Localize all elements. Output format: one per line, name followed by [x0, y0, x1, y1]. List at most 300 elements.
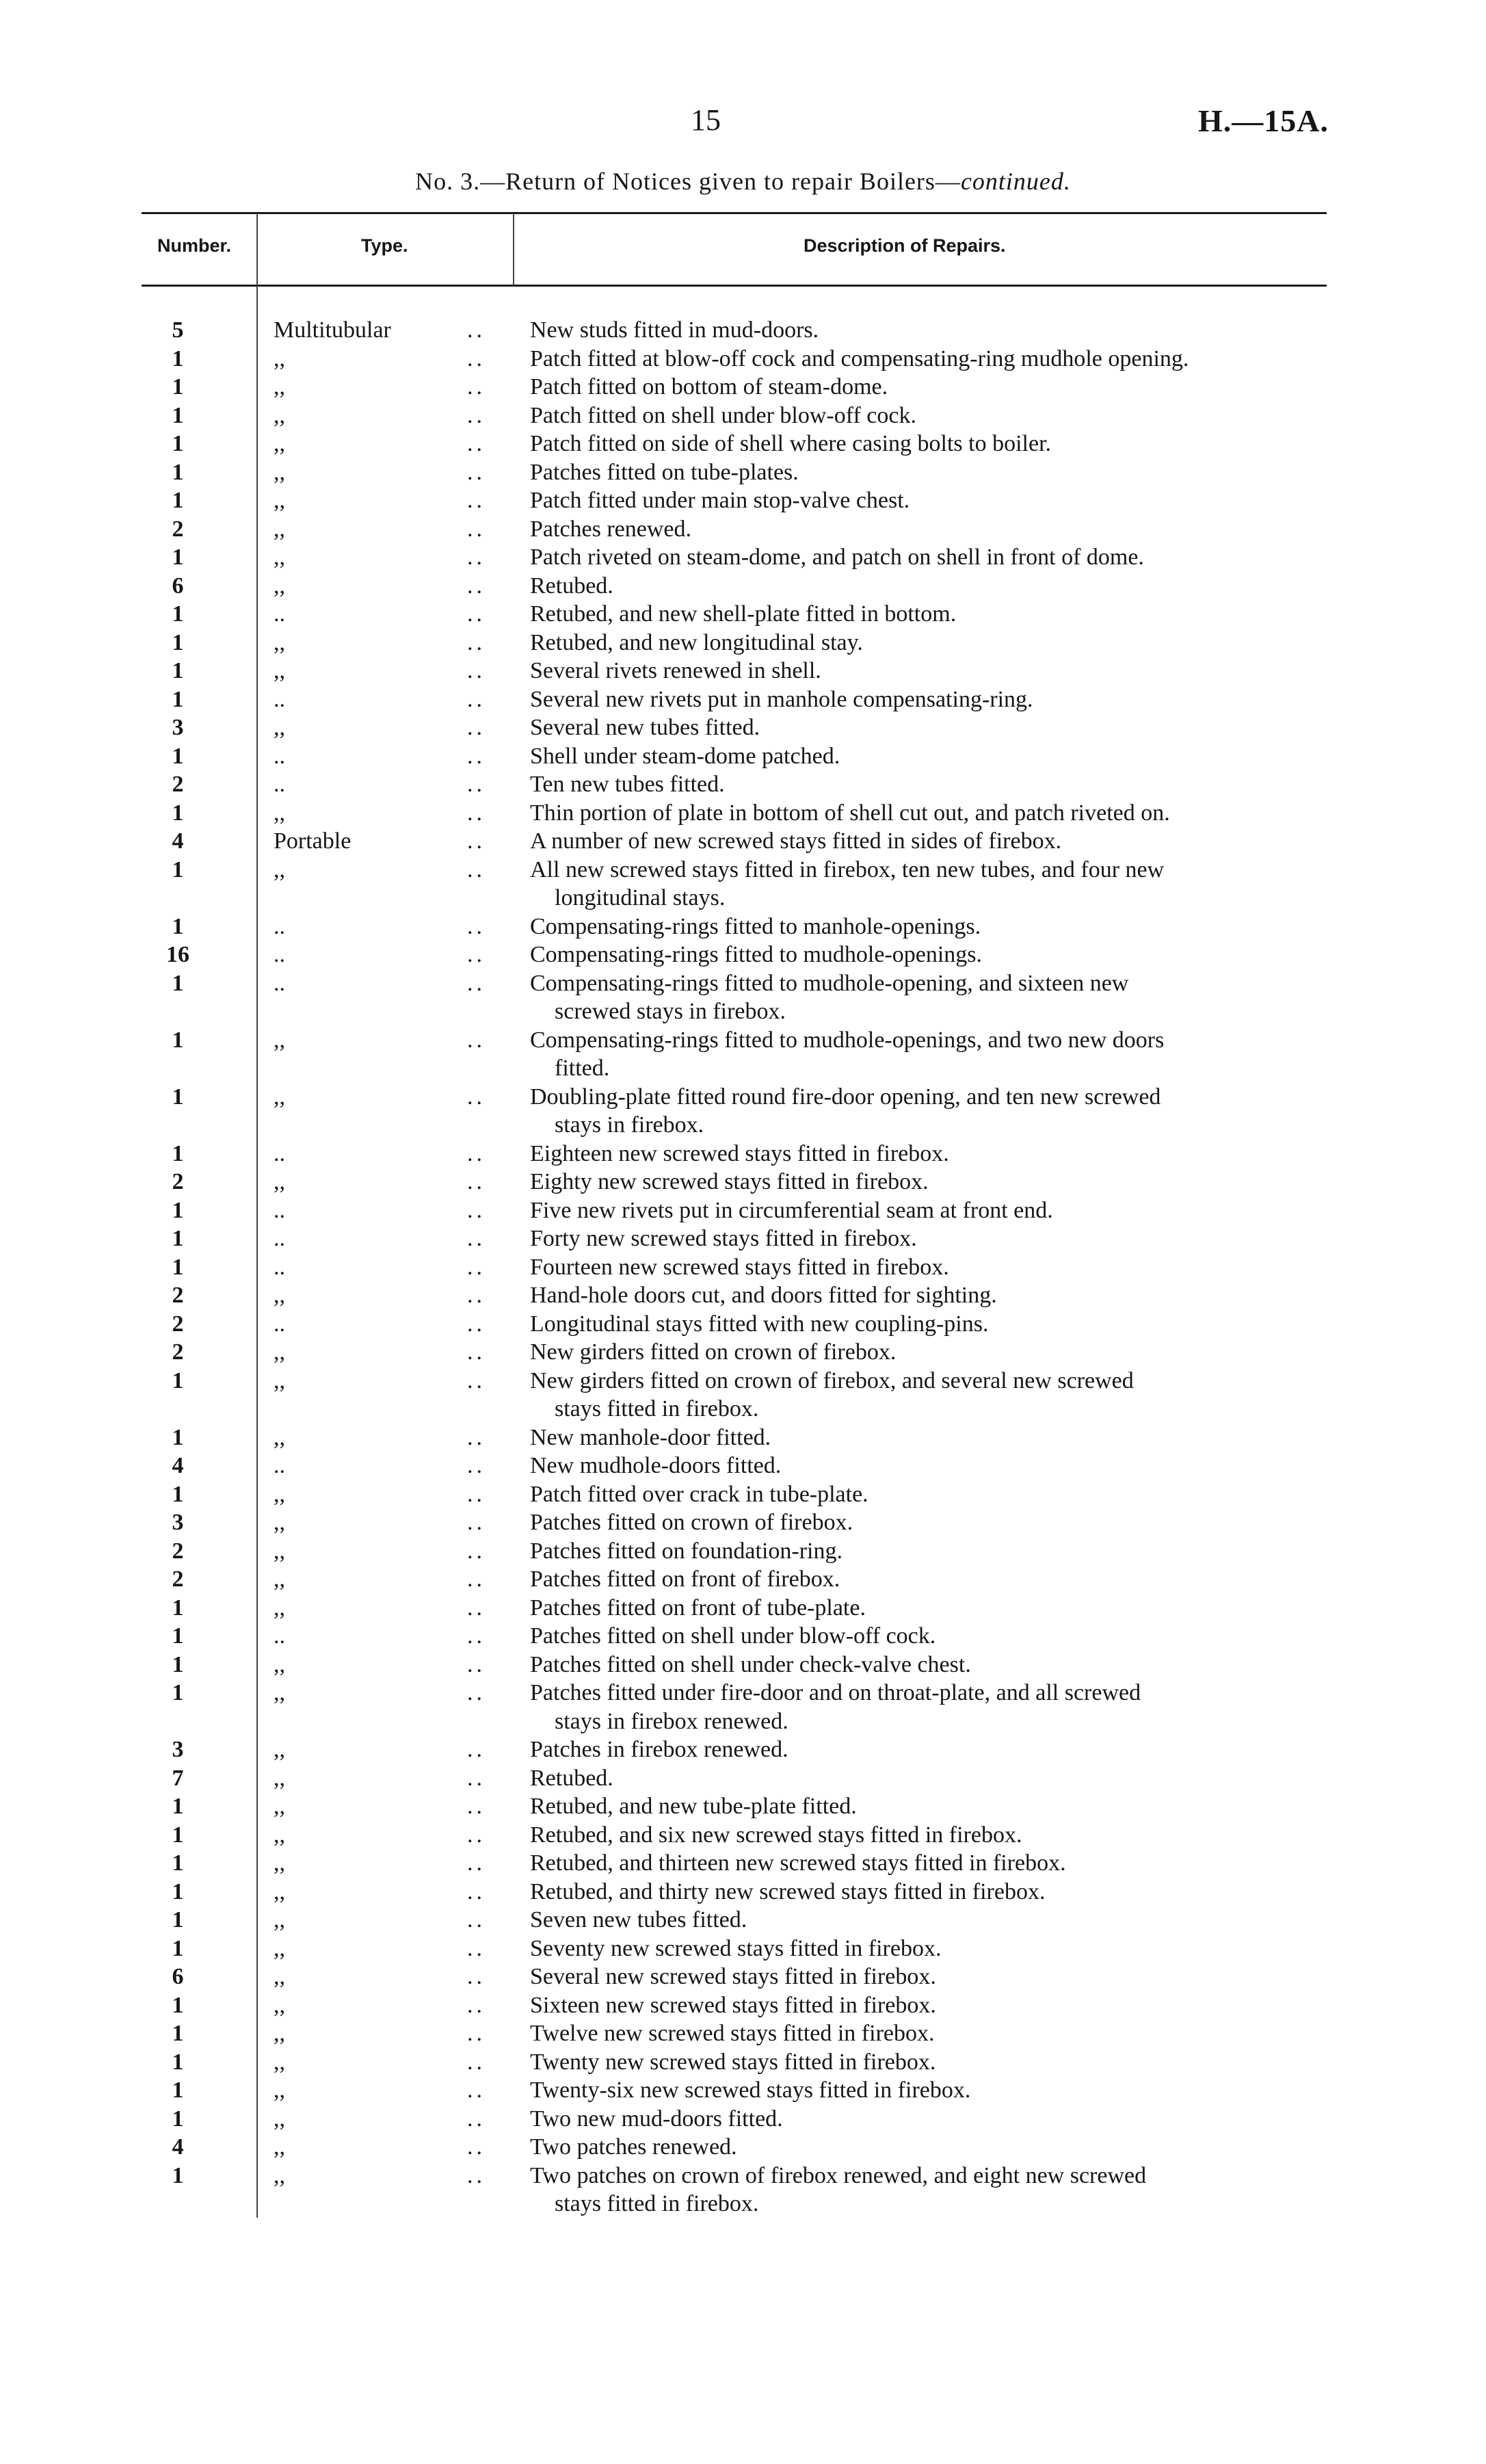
row-leader-dots: .. — [467, 1453, 486, 1478]
row-leader-dots: .. — [467, 1878, 486, 1904]
row-description — [530, 941, 1330, 969]
row-number: 1 — [172, 970, 184, 996]
table-row — [0, 2105, 1486, 2134]
row-description — [530, 345, 1330, 373]
description-line: Ten new tubes fitted. — [530, 772, 725, 797]
page-number: 15 — [691, 103, 721, 137]
row-description — [530, 1935, 1330, 1963]
row-number: 1 — [172, 459, 184, 485]
row-description — [530, 1452, 1330, 1480]
description-line: Patches fitted on front of tube-plate. — [530, 1595, 866, 1621]
table-row — [0, 572, 1486, 601]
description-line: Twenty-six new screwed stays fitted in firebox. — [530, 2078, 971, 2103]
table-row — [0, 2076, 1486, 2105]
row-type: .. — [274, 1623, 285, 1649]
row-description — [530, 430, 1330, 458]
row-leader-dots: .. — [467, 1367, 486, 1393]
row-description — [530, 2162, 1330, 2218]
row-type: ,, — [274, 374, 285, 399]
row-number: 4 — [172, 1453, 184, 1478]
row-leader-dots: .. — [467, 431, 486, 456]
description-line: Patches fitted on front of firebox. — [530, 1567, 840, 1592]
table-row — [0, 430, 1486, 458]
row-number: 6 — [172, 1964, 184, 1989]
row-leader-dots: .. — [467, 1197, 486, 1223]
row-type: ,, — [274, 1794, 285, 1819]
row-type: ,, — [274, 1424, 285, 1450]
table-row — [0, 1849, 1486, 1878]
row-description — [530, 1508, 1330, 1537]
table-row — [0, 1168, 1486, 1196]
row-number: 1 — [172, 488, 184, 513]
description-line: All new screwed stays fitted in firebox, ten new tubes, and four new — [530, 856, 1165, 882]
description-line: Patch fitted on bottom of steam-dome. — [530, 374, 888, 399]
row-description — [530, 1764, 1330, 1793]
row-type: .. — [274, 1254, 285, 1280]
row-number: 1 — [172, 1850, 184, 1876]
table-row — [0, 1140, 1486, 1168]
row-number: 1 — [172, 545, 184, 570]
description-line: Twelve new screwed stays fitted in firebox. — [530, 2021, 935, 2046]
row-description — [530, 1906, 1330, 1935]
row-description — [530, 799, 1330, 828]
row-type: ,, — [274, 1765, 285, 1791]
row-description — [530, 827, 1330, 856]
row-description — [530, 1963, 1330, 1991]
row-number: 1 — [172, 658, 184, 683]
row-number: 2 — [172, 1567, 184, 1592]
description-line: Retubed, and thirteen new screwed stays fitted in firebox. — [530, 1850, 1066, 1876]
row-description — [530, 629, 1330, 657]
description-line: Compensating-rings fitted to mudhole-openings, and two new doors — [530, 1027, 1165, 1053]
description-line: Compensating-rings fitted to mudhole-openings. — [530, 942, 983, 967]
description-line: Sixteen new screwed stays fitted in firebox. — [530, 1992, 936, 2018]
row-type: ,, — [274, 1283, 285, 1308]
row-type: ,, — [274, 2162, 285, 2188]
description-line: Thin portion of plate in bottom of shell cut out, and patch riveted on. — [530, 800, 1170, 826]
row-leader-dots: .. — [467, 658, 486, 683]
table-row — [0, 1253, 1486, 1282]
table-row — [0, 1906, 1486, 1935]
description-line: New girders fitted on crown of firebox, and several new screwed — [530, 1367, 1134, 1393]
row-description — [530, 1424, 1330, 1452]
row-type: .. — [274, 601, 285, 627]
row-number: 1 — [172, 1680, 184, 1705]
row-description — [530, 316, 1330, 345]
row-description — [530, 1622, 1330, 1651]
row-number: 2 — [172, 1538, 184, 1564]
row-type: ,, — [274, 1084, 285, 1110]
table-row — [0, 1424, 1486, 1452]
row-type: ,, — [274, 800, 285, 826]
row-number: 3 — [172, 1737, 184, 1762]
row-type: ,, — [274, 488, 285, 513]
description-line: New mudhole-doors fitted. — [530, 1453, 782, 1478]
row-description — [530, 1140, 1330, 1168]
row-type: ,, — [274, 658, 285, 683]
table-row — [0, 458, 1486, 487]
row-description — [530, 1281, 1330, 1310]
row-leader-dots: .. — [467, 1567, 486, 1592]
row-leader-dots: .. — [467, 970, 486, 996]
row-leader-dots: .. — [467, 2106, 486, 2132]
row-description — [530, 969, 1330, 1026]
row-leader-dots: .. — [467, 1283, 486, 1308]
row-type: ,, — [274, 1907, 285, 1932]
description-continuation: stays in firebox renewed. — [555, 1708, 788, 1734]
row-number: 2 — [172, 1169, 184, 1194]
table-row — [0, 1764, 1486, 1793]
table-row — [0, 657, 1486, 685]
table-row — [0, 1508, 1486, 1537]
table-row — [0, 1651, 1486, 1679]
table-row — [0, 2048, 1486, 2077]
column-header-number: Number. — [157, 235, 232, 256]
row-number: 1 — [172, 913, 184, 939]
row-leader-dots: .. — [467, 1850, 486, 1876]
row-number: 1 — [172, 686, 184, 712]
table-row — [0, 1367, 1486, 1424]
row-number: 1 — [172, 402, 184, 428]
row-leader-dots: .. — [467, 1992, 486, 2018]
description-line: Longitudinal stays fitted with new coupling-pins. — [530, 1311, 989, 1337]
row-type: ,, — [274, 1027, 285, 1053]
row-leader-dots: .. — [467, 488, 486, 513]
description-line: Seven new tubes fitted. — [530, 1907, 747, 1932]
description-line: Several new tubes fitted. — [530, 715, 760, 740]
row-number: 1 — [172, 1651, 184, 1677]
row-number: 1 — [172, 1254, 184, 1280]
row-leader-dots: .. — [467, 1311, 486, 1337]
row-number: 1 — [172, 1226, 184, 1251]
row-type: ,, — [274, 1567, 285, 1592]
row-type: ,, — [274, 1850, 285, 1876]
description-line: Patch fitted under main stop-valve chest. — [530, 488, 910, 513]
description-line: Patch fitted at blow-off cock and compensating-ring mudhole opening. — [530, 345, 1189, 371]
row-type: ,, — [274, 1935, 285, 1961]
row-leader-dots: .. — [467, 1424, 486, 1450]
table-row — [0, 969, 1486, 1026]
row-type: .. — [274, 772, 285, 797]
row-type: ,, — [274, 1169, 285, 1194]
description-line: Patches fitted on tube-plates. — [530, 459, 799, 485]
table-row — [0, 1594, 1486, 1623]
row-number: 7 — [172, 1765, 184, 1791]
description-line: Forty new screwed stays fitted in firebox. — [530, 1226, 917, 1251]
row-type: ,, — [274, 1964, 285, 1989]
description-line: Patches fitted on shell under blow-off cock. — [530, 1623, 936, 1649]
row-number: 2 — [172, 772, 184, 797]
description-line: Retubed, and six new screwed stays fitted in firebox. — [530, 1822, 1022, 1848]
row-type: .. — [274, 1453, 285, 1478]
row-description — [530, 713, 1330, 742]
row-type: ,, — [274, 1651, 285, 1677]
row-description — [530, 1679, 1330, 1735]
row-description — [530, 1083, 1330, 1140]
row-description — [530, 1196, 1330, 1225]
row-number: 1 — [172, 601, 184, 627]
description-continuation: stays in firebox. — [555, 1112, 704, 1138]
description-line: Fourteen new screwed stays fitted in firebox. — [530, 1254, 949, 1280]
table-row — [0, 1622, 1486, 1651]
table-row — [0, 316, 1486, 345]
row-leader-dots: .. — [467, 1651, 486, 1677]
row-type: ,, — [274, 459, 285, 485]
row-description — [530, 1792, 1330, 1821]
row-type: .. — [274, 970, 285, 996]
row-type: ,, — [274, 629, 285, 655]
row-leader-dots: .. — [467, 459, 486, 485]
row-description — [530, 685, 1330, 714]
table-row — [0, 2019, 1486, 2048]
row-number: 4 — [172, 828, 184, 854]
row-leader-dots: .. — [467, 1935, 486, 1961]
table-row — [0, 1338, 1486, 1367]
row-leader-dots: .. — [467, 2049, 486, 2075]
description-line: Two new mud-doors fitted. — [530, 2106, 783, 2132]
row-description — [530, 1821, 1330, 1850]
table-row — [0, 1310, 1486, 1339]
row-leader-dots: .. — [467, 1623, 486, 1649]
table-row — [0, 1565, 1486, 1594]
row-number: 1 — [172, 1084, 184, 1110]
top-rule — [142, 212, 1327, 214]
header-rule — [142, 285, 1327, 287]
row-description — [530, 572, 1330, 601]
row-leader-dots: .. — [467, 1595, 486, 1621]
description-line: Seventy new screwed stays fitted in firebox. — [530, 1935, 942, 1961]
description-continuation: fitted. — [555, 1056, 610, 1081]
row-type: .. — [274, 913, 285, 939]
row-number: 4 — [172, 2134, 184, 2160]
row-description — [530, 1565, 1330, 1594]
row-description — [530, 402, 1330, 430]
table-row — [0, 685, 1486, 714]
table-row — [0, 1821, 1486, 1850]
row-description — [530, 1849, 1330, 1878]
table-row — [0, 770, 1486, 799]
row-description — [530, 1991, 1330, 2020]
row-number: 2 — [172, 1339, 184, 1365]
row-type: ,, — [274, 573, 285, 599]
row-leader-dots: .. — [467, 686, 486, 712]
description-line: New manhole-door fitted. — [530, 1424, 771, 1450]
row-number: 1 — [172, 1794, 184, 1819]
table-row — [0, 2162, 1486, 2218]
row-type: ,, — [274, 2049, 285, 2075]
table-row — [0, 345, 1486, 373]
description-line: Compensating-rings fitted to manhole-openings. — [530, 913, 981, 939]
row-type: ,, — [274, 715, 285, 740]
description-line: New studs fitted in mud-doors. — [530, 317, 819, 343]
description-line: Patches renewed. — [530, 516, 692, 542]
description-line: Patches in firebox renewed. — [530, 1737, 788, 1762]
table-row — [0, 1196, 1486, 1225]
row-leader-dots: .. — [467, 1964, 486, 1989]
row-number: 5 — [172, 317, 184, 343]
row-type: ,, — [274, 2078, 285, 2103]
row-leader-dots: .. — [467, 2134, 486, 2160]
row-type: ,, — [274, 2106, 285, 2132]
table-row — [0, 799, 1486, 828]
table-row — [0, 827, 1486, 856]
row-leader-dots: .. — [467, 1794, 486, 1819]
row-leader-dots: .. — [467, 1339, 486, 1365]
row-description — [530, 1168, 1330, 1196]
row-leader-dots: .. — [467, 1680, 486, 1705]
row-leader-dots: .. — [467, 1765, 486, 1791]
row-description — [530, 742, 1330, 771]
table-row — [0, 941, 1486, 969]
row-type: ,, — [274, 1737, 285, 1762]
description-line: Hand-hole doors cut, and doors fitted for sighting. — [530, 1283, 997, 1308]
row-type: .. — [274, 743, 285, 769]
description-line: Five new rivets put in circumferential seam at front end. — [530, 1197, 1053, 1223]
table-row — [0, 373, 1486, 402]
row-leader-dots: .. — [467, 629, 486, 655]
row-number: 1 — [172, 1992, 184, 2018]
row-type: ,, — [274, 1339, 285, 1365]
table-row — [0, 402, 1486, 430]
document-reference: H.—15A. — [1198, 103, 1329, 138]
row-type: ,, — [274, 431, 285, 456]
row-leader-dots: .. — [467, 856, 486, 882]
description-line: New girders fitted on crown of firebox. — [530, 1339, 897, 1365]
row-leader-dots: .. — [467, 828, 486, 854]
table-row — [0, 486, 1486, 515]
row-number: 2 — [172, 516, 184, 542]
row-leader-dots: .. — [467, 715, 486, 740]
row-leader-dots: .. — [467, 601, 486, 627]
row-description — [530, 1253, 1330, 1282]
description-line: Patches fitted on crown of firebox. — [530, 1510, 853, 1535]
row-leader-dots: .. — [467, 1737, 486, 1762]
row-description — [530, 600, 1330, 629]
description-line: Retubed, and thirty new screwed stays fitted in firebox. — [530, 1878, 1046, 1904]
row-type: ,, — [274, 1538, 285, 1564]
row-number: 1 — [172, 1027, 184, 1053]
row-description — [530, 1878, 1330, 1906]
row-type: ,, — [274, 345, 285, 371]
row-type: .. — [274, 1226, 285, 1251]
row-leader-dots: .. — [467, 743, 486, 769]
description-line: Several rivets renewed in shell. — [530, 658, 821, 683]
row-leader-dots: .. — [467, 942, 486, 967]
row-number: 1 — [172, 743, 184, 769]
row-description — [530, 657, 1330, 685]
description-line: Patches fitted on foundation-ring. — [530, 1538, 843, 1564]
description-line: Retubed, and new longitudinal stay. — [530, 629, 863, 655]
row-description — [530, 2048, 1330, 2077]
row-leader-dots: .. — [467, 516, 486, 542]
row-type: ,, — [274, 1367, 285, 1393]
row-type: .. — [274, 1197, 285, 1223]
row-description — [530, 1026, 1330, 1083]
row-description — [530, 2133, 1330, 2162]
table-row — [0, 1735, 1486, 1764]
row-type: ,, — [274, 545, 285, 570]
row-number: 2 — [172, 1311, 184, 1337]
row-type: ,, — [274, 1822, 285, 1848]
row-type: Portable — [274, 828, 351, 854]
description-line: Retubed, and new shell-plate fitted in bottom. — [530, 601, 957, 627]
row-number: 6 — [172, 573, 184, 599]
row-number: 1 — [172, 1907, 184, 1932]
row-leader-dots: .. — [467, 772, 486, 797]
row-description — [530, 1594, 1330, 1623]
row-description — [530, 515, 1330, 544]
table-row — [0, 713, 1486, 742]
row-number: 1 — [172, 431, 184, 456]
row-description — [530, 1735, 1330, 1764]
description-line: Patch fitted on side of shell where casing bolts to boiler. — [530, 431, 1052, 456]
row-description — [530, 543, 1330, 572]
table-row — [0, 1792, 1486, 1821]
row-number: 1 — [172, 1822, 184, 1848]
table-row — [0, 1452, 1486, 1480]
row-type: ,, — [274, 1510, 285, 1535]
description-line: Patch fitted over crack in tube-plate. — [530, 1481, 868, 1507]
table-row — [0, 629, 1486, 657]
description-line: Several new screwed stays fitted in firebox. — [530, 1964, 936, 1989]
table-title-main: No. 3.—Return of Notices given to repair Boilers— — [415, 168, 961, 195]
column-divider-2 — [513, 213, 514, 285]
description-continuation: stays fitted in firebox. — [555, 1396, 759, 1421]
row-leader-dots: .. — [467, 573, 486, 599]
row-number: 3 — [172, 715, 184, 740]
row-leader-dots: .. — [467, 1822, 486, 1848]
description-line: Twenty new screwed stays fitted in firebox. — [530, 2049, 936, 2075]
row-leader-dots: .. — [467, 2162, 486, 2188]
row-number: 1 — [172, 1878, 184, 1904]
row-type: .. — [274, 942, 285, 967]
description-line: Patch riveted on steam-dome, and patch on shell in front of dome. — [530, 545, 1144, 570]
row-number: 1 — [172, 629, 184, 655]
row-type: .. — [274, 1140, 285, 1166]
row-number: 1 — [172, 2106, 184, 2132]
table-row — [0, 1537, 1486, 1566]
row-number: 1 — [172, 1197, 184, 1223]
description-line: Compensating-rings fitted to mudhole-opening, and sixteen new — [530, 970, 1129, 996]
row-leader-dots: .. — [467, 2078, 486, 2103]
row-description — [530, 1310, 1330, 1339]
row-number: 16 — [166, 942, 189, 967]
row-number: 1 — [172, 1595, 184, 1621]
row-number: 1 — [172, 2021, 184, 2046]
table-title-continued: continued. — [960, 168, 1071, 195]
row-description — [530, 1480, 1330, 1509]
row-number: 1 — [172, 2049, 184, 2075]
description-line: Patches fitted under fire-door and on throat-plate, and all screwed — [530, 1680, 1141, 1705]
description-line: Doubling-plate fitted round fire-door opening, and ten new screwed — [530, 1084, 1161, 1110]
description-line: Eighteen new screwed stays fitted in firebox. — [530, 1140, 949, 1166]
description-line: Two patches on crown of firebox renewed, and eight new screwed — [530, 2162, 1147, 2188]
table-row — [0, 543, 1486, 572]
table-row — [0, 1083, 1486, 1140]
row-leader-dots: .. — [467, 1481, 486, 1507]
row-number: 1 — [172, 2162, 184, 2188]
row-leader-dots: .. — [467, 1169, 486, 1194]
row-description — [530, 1367, 1330, 1424]
row-type: ,, — [274, 516, 285, 542]
row-description — [530, 2105, 1330, 2134]
row-description — [530, 1338, 1330, 1367]
description-line: Retubed, and new tube-plate fitted. — [530, 1794, 857, 1819]
table-row — [0, 1224, 1486, 1253]
row-type: ,, — [274, 1992, 285, 2018]
description-line: Retubed. — [530, 1765, 613, 1791]
row-leader-dots: .. — [467, 913, 486, 939]
